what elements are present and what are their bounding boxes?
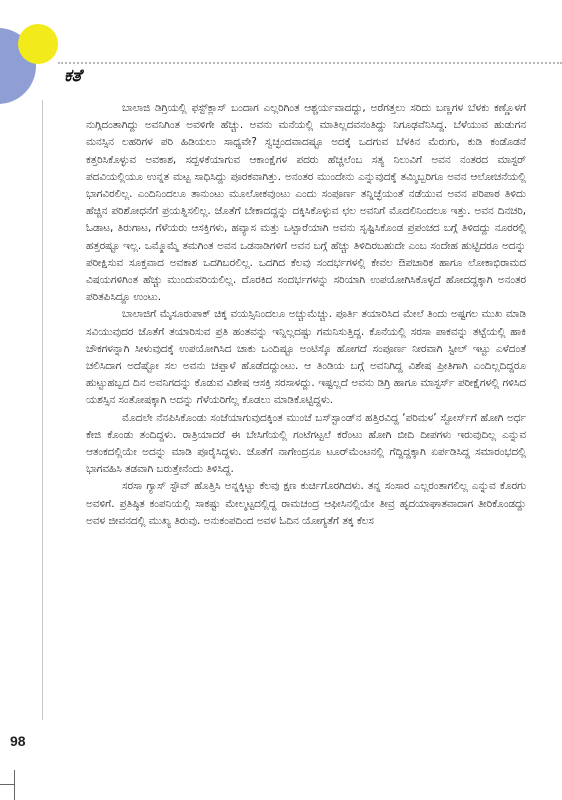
article-paragraph: ಮೊದಲೇ ನೆನಪಿಸಿಕೊಂಡು ಸಂಜೆಯಾಗುವುದಕ್ಕಿಂತ ಮುಂಚೆ ಬಸ್‌ಸ್ಟಾಂಡ್‌ನ ಹತ್ತಿರವಿದ್ದ ‘ಪರಿಮಳ’ ಸ್ಟೋರ್ಸ್‌ಗೆ ಹೋಗಿ ಅರ್ಧ ಕೇಜಿ ಕೊಂಡು ತಂದಿದ್ದಳು. ರಾತ್ರಿಯಾದರೆ ಈ ಬೇಸಿಗೆಯಲ್ಲಿ ಗಂಟೆಗಟ್ಟಲೆ ಕರೆಂಟು ಹೋಗಿ ಬೀದಿ ದೀಪಗಳು ಇರುವುದಿಲ್ಲ ಎನ್ನುವ ಆತಂಕದಲ್ಲಿಯೇ ಅದನ್ನು ಮಾಡಿ ಪೂರೈಸಿದ್ದಳು. ಜೊತೆಗೆ ನಾಗೇಂದ್ರನೂ ಟೂರ್‌ಮೆಂಟನಲ್ಲಿ ಗೆದ್ದಿದ್ದಕ್ಕಾಗಿ ಏರ್ಪಡಿಸಿದ್ದ ಸಮಾರಂಭದಲ್ಲಿ ಭಾಗವಹಿಸಿ ತಡವಾಗಿ ಬರುತ್ತೇನೆಂದು ತಿಳಿಸಿದ್ದ. [86, 411, 526, 476]
article-paragraph: ಸರಸಾ ಗ್ಯಾಸ್ ಸ್ಟೌವ್ ಹೊತ್ತಿಸಿ ಅನ್ನಕ್ಕಿಟ್ಟು ಕೆಲವು ಕ್ಷಣ ಕುರ್ಚಿಗೊರಗಿದಳು. ತನ್ನ ಸಂಸಾರ ಎಲ್ಲರಂತಾಗಲಿಲ್ಲ ಎನ್ನುವ ಕೊರಗು ಅವಳಿಗೆ. ಪ್ರತಿಷ್ಠಿತ ಕಂಪನಿಯಲ್ಲಿ ಸಾಕಷ್ಟು ಮೇಲ್ಮಟ್ಟದಲ್ಲಿದ್ದ ರಾಮಚಂದ್ರ ಆಫೀಸಿನಲ್ಲಿಯೇ ತೀವ್ರ ಹೃದಯಾಘಾತವಾದಾಗ ತೀರಿಕೊಂಡದ್ದು ಅವಳ ಜೀವನದಲ್ಲಿ ಮುಖ್ಯ ತಿರುವು. ಅನುಕಂಪದಿಂದ ಅವಳ ಓದಿನ ಯೋಗ್ಯತೆಗೆ ತಕ್ಕ ಕೆಲಸ [86, 480, 526, 527]
article-paragraph: ಬಾಲಾಜಿಗೆ ಮೈಸೂರುಪಾಕ್ ಚಿಕ್ಕ ವಯಸ್ಸಿನಿಂದಲೂ ಅಚ್ಚುಮೆಚ್ಚು. ಪೂರ್ತಿ ತಯಾರಿಸಿದ ಮೇಲೆ ತಿಂದು ಅಷ್ಟಗಲ ಮುಖ ಮಾಡಿ ಸವಿಯುವುದರ ಜೊತೆಗೆ ತಯಾರಿಸುವ ಪ್ರತಿ ಹಂತವನ್ನು ಇನ್ನಿಲ್ಲದಷ್ಟು ಗಮನಿಸುತ್ತಿದ್ದ. ಕೊನೆಯಲ್ಲಿ ಸರಸಾ ಪಾಕವನ್ನು ತಟ್ಟೆಯಲ್ಲಿ ಹಾಕಿ ಚೌಕಗಳನ್ನಾಗಿ ಸೀಳುವುದಕ್ಕೆ ಉಪಯೋಗಿಸಿದ ಚಾಕು ಒಂದಿಷ್ಟೂ ಅಂಟಿಸ್ಕೊ ಹೋಗದೆ ಸಂಪೂರ್ಣ ನೀರವಾಗಿ ಸ್ಟೀಲ್ ಇಟ್ಟು ಎಳೆದಂತೆ ಚಲಿಸಿದಾಗ ಅದೆಷ್ಟೋ ಸಲ ಅವನು ಚಪ್ಪಾಳೆ ಹೊಡೆದದ್ದುಂಟು. ಆ ತಿಂಡಿಯ ಬಗ್ಗೆ ಅವನಿಗಿದ್ದ ವಿಶೇಷ ಪ್ರೀತಿಗಾಗಿ ಎಂದಿಲ್ಲದಿದ್ದರೂ ಹುಟ್ಟುಹಬ್ಬದ ದಿನ ಅವನಿಗದನ್ನು ಕೊಡುವ ವಿಶೇಷ ಆಸಕ್ತಿ ಸರಸಾಳದ್ದು. ಇಷ್ಟಲ್ಲದೆ ಅವನು ಡಿಗ್ರಿ ಹಾಗೂ ಮಾಸ್ಟರ್ಸ್ ಪರೀಕ್ಷೆಗಳಲ್ಲಿ ಗಳಿಸಿದ ಯಶಸ್ಸಿನ ಸಂತೋಷಕ್ಕಾಗಿ ಅದನ್ನು ಗೆಳೆಯರಿಗೆಲ್ಲ ಕೊಡಲು ಮಾಡಿಕೊಟ್ಟಿದ್ದಳು. [86, 308, 526, 407]
crop-mark [14, 770, 15, 800]
decorative-yellow-circle [18, 24, 58, 64]
margin-rule [42, 100, 43, 720]
section-label: ಕತೆ [64, 66, 82, 86]
crop-mark [0, 784, 14, 785]
page-number: 98 [10, 733, 26, 749]
article-body [86, 100, 526, 780]
article-paragraph: ಬಾಲಾಜಿ ಡಿಗ್ರಿಯಲ್ಲಿ ಫಸ್ಟ್‌ಕ್ಲಾಸ್ ಬಂದಾಗ ಎಲ್ಲರಿಗಿಂತ ಆಶ್ಚರ್ಯವಾದದ್ದು, ಅರೆಗತ್ತಲು ಸರಿದು ಬಣ್ಣಗಳ ಬೆಳಕು ಕಣ್ಣೊಳಗೆ ನುಗ್ಗಿದಂತಾಗಿದ್ದು ಅವನಿಗಿಂತ ಅವಳಿಗೇ ಹೆಚ್ಚು. ಅವನು ಮನೆಯಲ್ಲಿ ಮಾತಿಲ್ಲದವನಂತಿದ್ದು ನಿಗೂಢವೆನಿಸಿದ್ದ. ಬೆಳೆಯುವ ಹುಡುಗನ ಮನಸ್ಸಿನ ಲಹರಿಗಳ ಪರಿ ಹಿಡಿಯಲು ಸಾಧ್ಯವೇ? ಸ್ವಚ್ಛಂದವಾದಷ್ಟೂ ಅದಕ್ಕೆ ಒದಗುವ ಬೆಳಕಿನ ಮೆರುಗು, ಕುಡಿ ಕಂಡೊಡನೆ ಕತ್ತರಿಸಿಕೊಳ್ಳುವ ಅವಕಾಶ, ಸದ್ಬಳಕೆಯಾಗುವ ಆಕಾಂಕ್ಷೆಗಳ ಪದರು ಹೆಚ್ಚಲೆಂಬ ಸತ್ಯ ನಿಲುವಿಗೆ ಅವನ ನಂತರದ ಮಾಸ್ಟರ್ ಪದವಿಯಲ್ಲಿಯೂ ಉನ್ನತ ಮಟ್ಟ ಸಾಧಿಸಿದ್ದು ಪೂರಕವಾಗಿತ್ತು. ಅನಂತರ ಮುಂದೇನು ಎನ್ನುವುದಕ್ಕೆ ತಮ್ಮಿಬ್ಬರಿಗೂ ಅವನ ಆಲೋಚನೆಯಲ್ಲಿ ಭಾಗವಿರಲಿಲ್ಲ. ಎಂದಿನಿಂದಲೂ ತಾನುಂಟು ಮೂಲೋಕವುಂಟು ಎಂದು ಸಂಪೂರ್ಣ ತನ್ನಿಚ್ಛೆಯಂತೆ ನಡೆಯುವ ಅವನ ಪರಿಪಾಠ ತಿಳಿದು ಹೆಚ್ಚಿನ ಪರಿಶೋಧನೆಗೆ ಪ್ರಯತ್ನಿಸಲಿಲ್ಲ. ಜೊತೆಗೆ ಬೇಕಾದದ್ದನ್ನು ದಕ್ಕಿಸಿಕೊಳ್ಳುವ ಛಲ ಅವನಿಗೆ ಮೊದಲಿನಿಂದಲೂ ಇತ್ತು. ಅವನ ದಿನಚರಿ, ಓಡಾಟ, ತಿರುಗಾಟ, ಗೆಳೆಯರು ಆಸಕ್ತಿಗಳು, ಹವ್ಯಾಸ ಮತ್ತು ಒಟ್ಟಾರೆಯಾಗಿ ಅವನು ಸೃಷ್ಟಿಸಿಕೊಂಡ ಪ್ರಪಂಚದ ಬಗ್ಗೆ ತಿಳಿದದ್ದು ನೂರರಲ್ಲಿ ಹತ್ತರಷ್ಟೂ ಇಲ್ಲ. ಒಮ್ಮೊಮ್ಮೆ ತಮಗಿಂತ ಅವನ ಒಡನಾಡಿಗಳಿಗೆ ಅವನ ಬಗ್ಗೆ ಹೆಚ್ಚು ತಿಳಿದಿರಬಹುದೇ ಎಂಬ ಸಂದೇಹ ಹುಟ್ಟಿದರೂ ಅದನ್ನು ಪರೀಕ್ಷಿಸುವ ಸೂಕ್ತವಾದ ಅವಕಾಶ ಒದಗಿಬರಲಿಲ್ಲ. ಒದಗಿದ ಕೆಲವು ಸಂದರ್ಭಗಳಲ್ಲಿ ಕೇವಲ ಔಪಚಾರಿಕ ಹಾಗೂ ಲೋಕಾಭಿರಾಮದ ವಿಷಯಗಳಿಗಿಂತ ಹೆಚ್ಚು ಮುಂದುವರಿಯಲಿಲ್ಲ. ದೊರಕಿದ ಸಂದರ್ಭಗಳನ್ನು ಸರಿಯಾಗಿ ಉಪಯೋಗಿಸಿಕೊಳ್ಳದೆ ಹೋದದ್ದಕ್ಕಾಗಿ ಅನಂತರ ಪರಿತಪಿಸಿದ್ದೂ ಉಂಟು. [86, 102, 526, 304]
header-dotted-rule [58, 62, 562, 64]
